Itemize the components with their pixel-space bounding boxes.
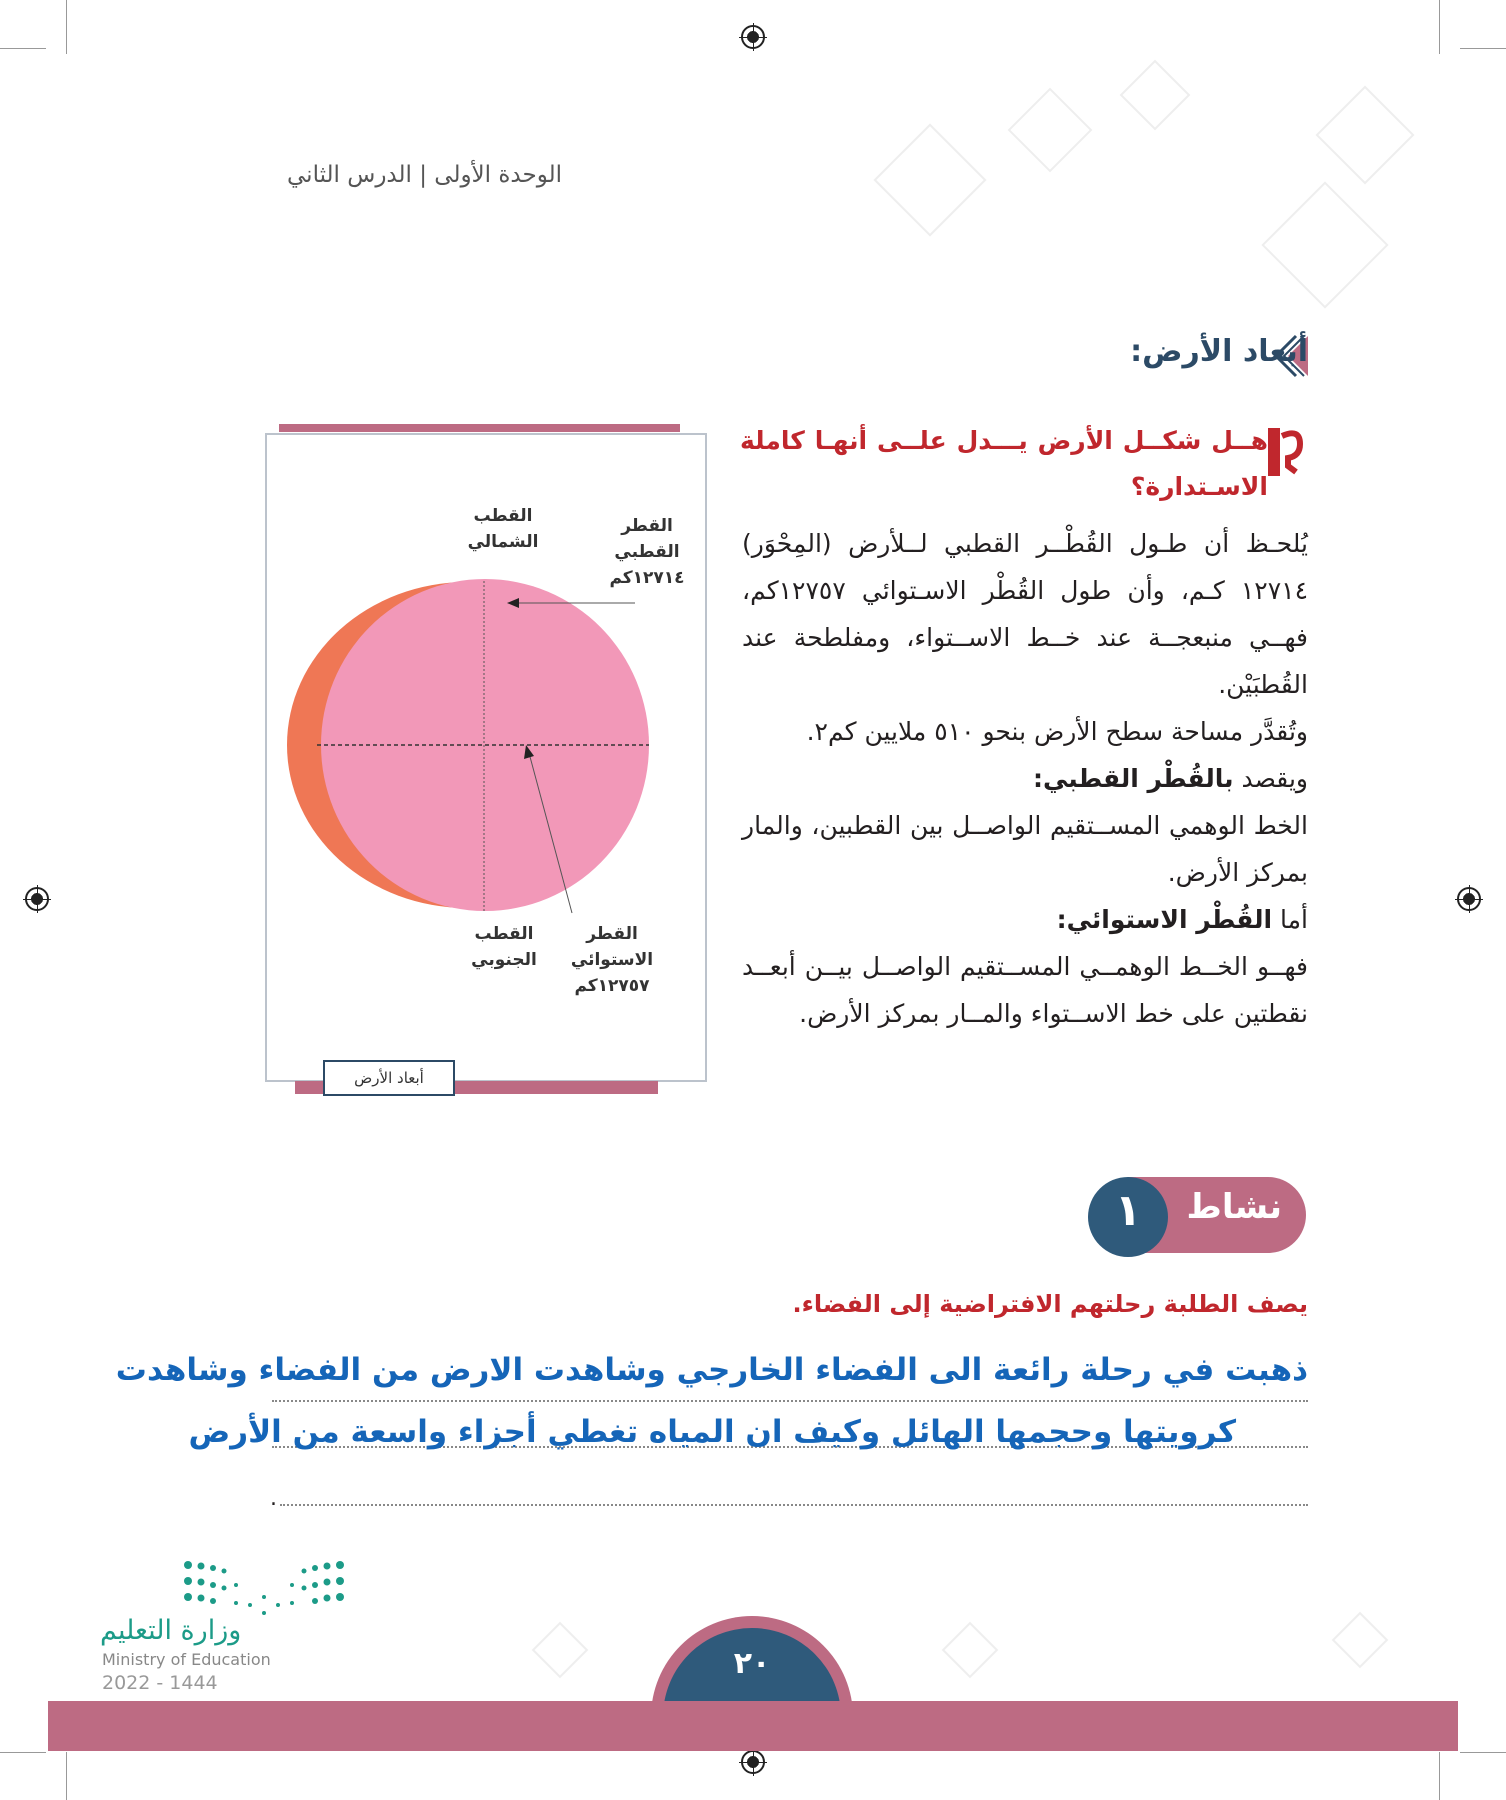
figure-top-bar xyxy=(279,424,680,432)
ministry-name-arabic: وزارة التعليم xyxy=(100,1615,242,1646)
decorative-shape xyxy=(1120,60,1191,131)
text: ويقصد xyxy=(1233,764,1308,793)
label-north-pole: القطب الشمالي xyxy=(467,506,539,552)
guiding-question: هــل شكــل الأرض يـــدل علــى أنهـا كاملة الاسـتدارة؟ xyxy=(740,426,1268,501)
ministry-logo-icon xyxy=(184,1561,344,1617)
activity-number: ١ xyxy=(1114,1185,1142,1236)
unit-lesson-header: الوحدة الأولى | الدرس الثاني xyxy=(287,162,562,188)
crop-mark xyxy=(1460,1752,1506,1753)
decorative-shape xyxy=(1008,88,1093,173)
crop-mark xyxy=(1439,0,1440,54)
answer-line[interactable] xyxy=(280,1504,1308,1506)
crop-mark xyxy=(66,0,67,54)
paragraph xyxy=(742,896,1308,943)
activity-badge xyxy=(1088,1177,1306,1257)
label-polar-diameter: القطر القطبي ١٢٧١٤كم xyxy=(609,516,685,588)
edition-year: 2022 - 1444 xyxy=(102,1672,218,1694)
figure-caption: أبعاد الأرض xyxy=(323,1060,455,1096)
decorative-shape xyxy=(1261,181,1388,308)
decorative-shape xyxy=(942,1622,999,1679)
answer-line xyxy=(272,1400,1308,1402)
term-polar-diameter: بالقُطْر القطبي: xyxy=(1033,764,1234,793)
paragraph xyxy=(742,755,1308,802)
paragraph: يُلحـظ أن طـول القُطْــر القطبي لــلأرض (المِحْوَر) ١٢٧١٤ كـم، وأن طول القُطْر الاسـتوائي ١٢٧٥٧كم، فهــي منبعجــة عند خــط الاســتواء، ومفلطحة عند القُطبَيْن. xyxy=(742,529,1308,699)
page-number: ٢٠ xyxy=(733,1646,771,1681)
registration-mark-icon xyxy=(1457,887,1481,911)
registration-mark-icon xyxy=(741,25,765,49)
decorative-shape xyxy=(873,123,986,236)
activity-number-bg xyxy=(1088,1177,1168,1257)
question-mark-icon xyxy=(1266,424,1304,480)
crop-mark xyxy=(1460,48,1506,49)
registration-mark-icon xyxy=(741,1750,765,1774)
activity-instruction: يصف الطلبة رحلتهم الافتراضية إلى الفضاء. xyxy=(792,1290,1308,1318)
registration-mark-icon xyxy=(25,887,49,911)
term-equatorial-diameter: القُطْر الاستوائي: xyxy=(1056,905,1273,934)
decorative-shape xyxy=(1316,86,1415,185)
activity-label: نشاط xyxy=(1186,1187,1282,1227)
ministry-name-english: Ministry of Education xyxy=(102,1650,271,1669)
label-equatorial-diameter: القطر الاستوائي ١٢٧٥٧كم xyxy=(570,924,654,996)
earth-dimensions-figure xyxy=(265,433,707,1082)
decorative-shape xyxy=(1332,1612,1389,1669)
line-end-mark: . xyxy=(270,1486,277,1511)
crop-mark xyxy=(0,1752,46,1753)
footer-bar xyxy=(48,1701,1458,1751)
section-title: أبعاد الأرض: xyxy=(1130,334,1308,369)
text: أما xyxy=(1272,905,1308,934)
paragraph: الخط الوهمي المســتقيم الواصــل بين القطبين، والمار بمركز الأرض. xyxy=(742,811,1308,887)
body-text xyxy=(742,520,1308,1037)
decorative-shape xyxy=(532,1622,589,1679)
answer-text-line-2[interactable]: كرويتها وحجمها الهائل وكيف ان المياه تغطي أجزاء واسعة من الأرض xyxy=(188,1414,1236,1450)
answer-text-line-1[interactable]: ذهبت في رحلة رائعة الى الفضاء الخارجي وشاهدت الارض من الفضاء وشاهدت xyxy=(115,1352,1308,1388)
crop-mark xyxy=(0,48,46,49)
label-south-pole: القطب الجنوبي xyxy=(471,924,537,970)
paragraph: وتُقدَّر مساحة سطح الأرض بنحو ٥١٠ ملايين كم٢. xyxy=(806,717,1308,746)
crop-mark xyxy=(66,1752,67,1800)
paragraph: فهــو الخــط الوهمــي المســتقيم الواصــل بيــن أبعــد نقطتين على خط الاســتواء والمــار بمركز الأرض. xyxy=(742,952,1308,1028)
crop-mark xyxy=(1439,1752,1440,1800)
